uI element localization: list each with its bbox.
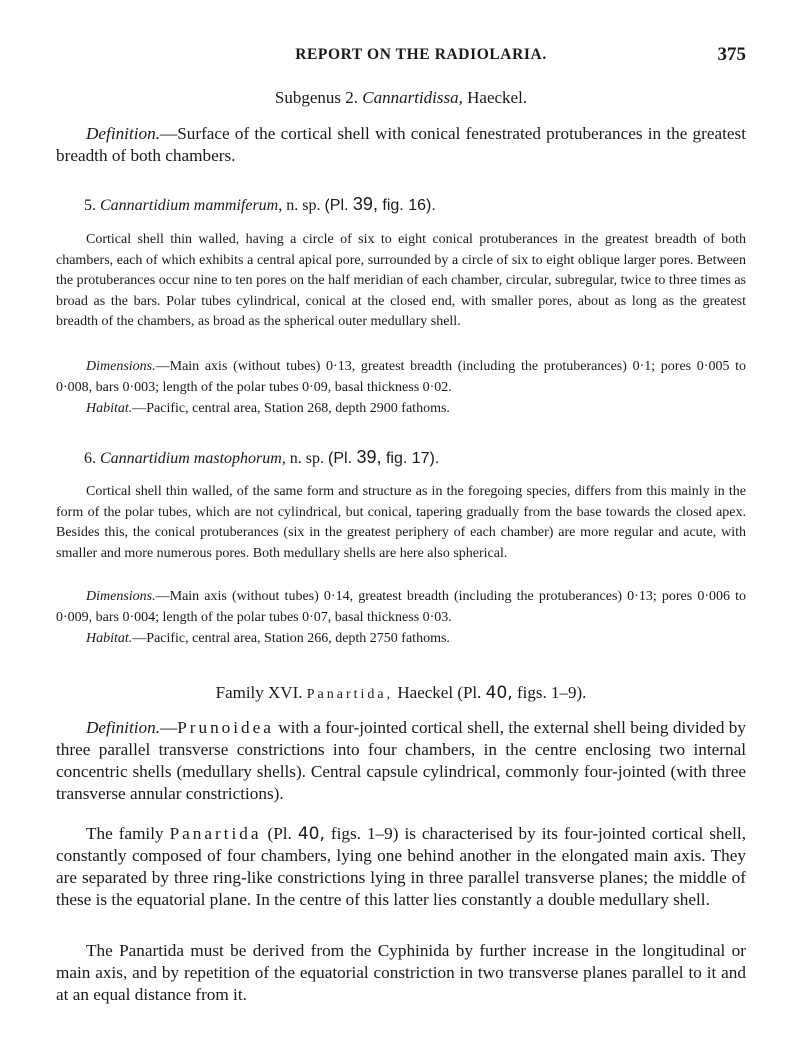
definition-label: Definition. (86, 124, 160, 143)
para1-rest: figs. 1–9) is characterised by its four-jointed cortical shell, constantly composed of four chambers, lying one behind another in the elongated main axis. They are separated by three ring-like constrictions lying in three parallel transverse planes; the middle of these is the equatorial plane. In the centre of this latter lies constantly a double medullary shell. (56, 824, 746, 909)
subgenus-author: Haeckel. (467, 88, 528, 107)
habitat-label: Habitat. (86, 631, 133, 646)
plate-open: (Pl. (328, 450, 353, 467)
plate-reference (324, 194, 436, 214)
definition-text: with a four-jointed cortical shell, the external shell being divided by three parallel transverse constrictions into four chambers, in the centre enclosing two internal concentric shells (medullary shells). Central capsule cylindrical, commonly four-jointed (with three transverse annular constrictions). (56, 718, 746, 803)
habitat-text: —Pacific, central area, Station 268, depth 2900 fathoms. (132, 401, 450, 416)
species-status: n. sp. (286, 197, 321, 214)
plate-number: 39, (356, 447, 382, 467)
subgenus-name: Cannartidissa, (362, 88, 463, 107)
para1-start: The family (86, 824, 170, 843)
species-name: Cannartidium mammiferum, (100, 197, 283, 214)
plate-figure: fig. 16). (382, 197, 436, 214)
family-paragraph-2: The Panartida must be derived from the Cyphinida by further increase in the longitudinal or main axis, and by repetition of the equatorial constriction in two transverse planes parallel to it and at an equal distance from it. (56, 941, 746, 1004)
species-status: n. sp. (289, 450, 325, 467)
definition-text: —Surface of the cortical shell with conical fenestrated protuberances in the greatest breadth of both chambers. (56, 124, 746, 165)
page-number: 375 (717, 44, 746, 65)
plate-number: 39, (352, 194, 378, 214)
family-definition (56, 717, 746, 805)
species-5-habitat (56, 399, 746, 420)
species-5-description: Cortical shell thin walled, having a circle of six to eight conical protuberances in the greatest breadth of both chambers, each of which exhibits a central apical pore, surrounded by a circle of six to eight oblique larger pores. Between the protuberances occur nine to ten pores on the half meridian of each chamber, circular, subregular, twice to three times as broad as the bars. Polar tubes cylindrical, conical at the closed end, with smaller pores, about as long as the greatest breadth of the chambers, as broad as the spherical outer medullary shell. (56, 232, 746, 329)
habitat-label: Habitat. (86, 401, 133, 416)
family-author: Haeckel (397, 683, 454, 702)
plate-open: (Pl. (324, 197, 349, 214)
definition-label: Definition. (86, 718, 160, 737)
dimensions-label: Dimensions. (86, 359, 156, 374)
plate-figure: fig. 17). (385, 450, 440, 467)
dimensions-label: Dimensions. (86, 589, 156, 604)
running-header (56, 46, 746, 70)
dimensions-text: —Main axis (without tubes) 0·13, greatest breadth (including the protuberances) 0·1; pores 0·005 to 0·008, bars 0·003; length of the polar tubes 0·09, basal thickness 0·02. (56, 359, 746, 395)
species-6-heading (84, 447, 439, 468)
running-title: REPORT ON THE RADIOLARIA. (295, 46, 547, 63)
species-name: Cannartidium mastophorum, (100, 450, 286, 467)
species-5-heading (84, 194, 436, 215)
species-number: 6. (84, 450, 96, 467)
definition-dash: — (160, 718, 178, 737)
family-heading (56, 683, 746, 703)
species-6-dimensions (56, 587, 746, 628)
family-name: Panartida, (306, 687, 394, 702)
species-6-description: Cortical shell thin walled, of the same form and structure as in the foregoing species, differs from this mainly in the form of the polar tubes, which are not cylindrical, but conical, tapering gradually from the base towards the closed apex. Besides this, the conical protuberances (six in the greatest periphery of each chamber) are more regular and acute, with smaller and more numerous pores. Both medullary shells are here also spherical. (56, 484, 746, 561)
species-number: 5. (84, 197, 96, 214)
plate-reference (328, 447, 440, 467)
family-plate-number: 40, (485, 683, 513, 703)
para1-plate-number: 40, (297, 824, 325, 844)
dimensions-text: —Main axis (without tubes) 0·14, greatest breadth (including the protuberances) 0·13; pores 0·006 to 0·009, bars 0·004; length of the polar tubes 0·07, basal thickness 0·03. (56, 589, 746, 625)
species-5-dimensions (56, 357, 746, 398)
para1-plate-open: (Pl. (261, 824, 298, 843)
habitat-text: —Pacific, central area, Station 266, depth 2750 fathoms. (132, 631, 450, 646)
definition-term: Prunoidea (177, 718, 274, 737)
family-paragraph-1 (56, 823, 746, 911)
family-plate-figs: figs. 1–9). (516, 683, 587, 702)
subgenus-heading (56, 88, 746, 108)
para1-term: Panartida (169, 824, 262, 843)
subgenus-prefix: Subgenus 2. (274, 88, 359, 107)
family-prefix: Family XVI. (215, 683, 303, 702)
family-plate-open: (Pl. (457, 683, 482, 702)
species-6-habitat (56, 629, 746, 650)
subgenus-definition (56, 123, 746, 167)
